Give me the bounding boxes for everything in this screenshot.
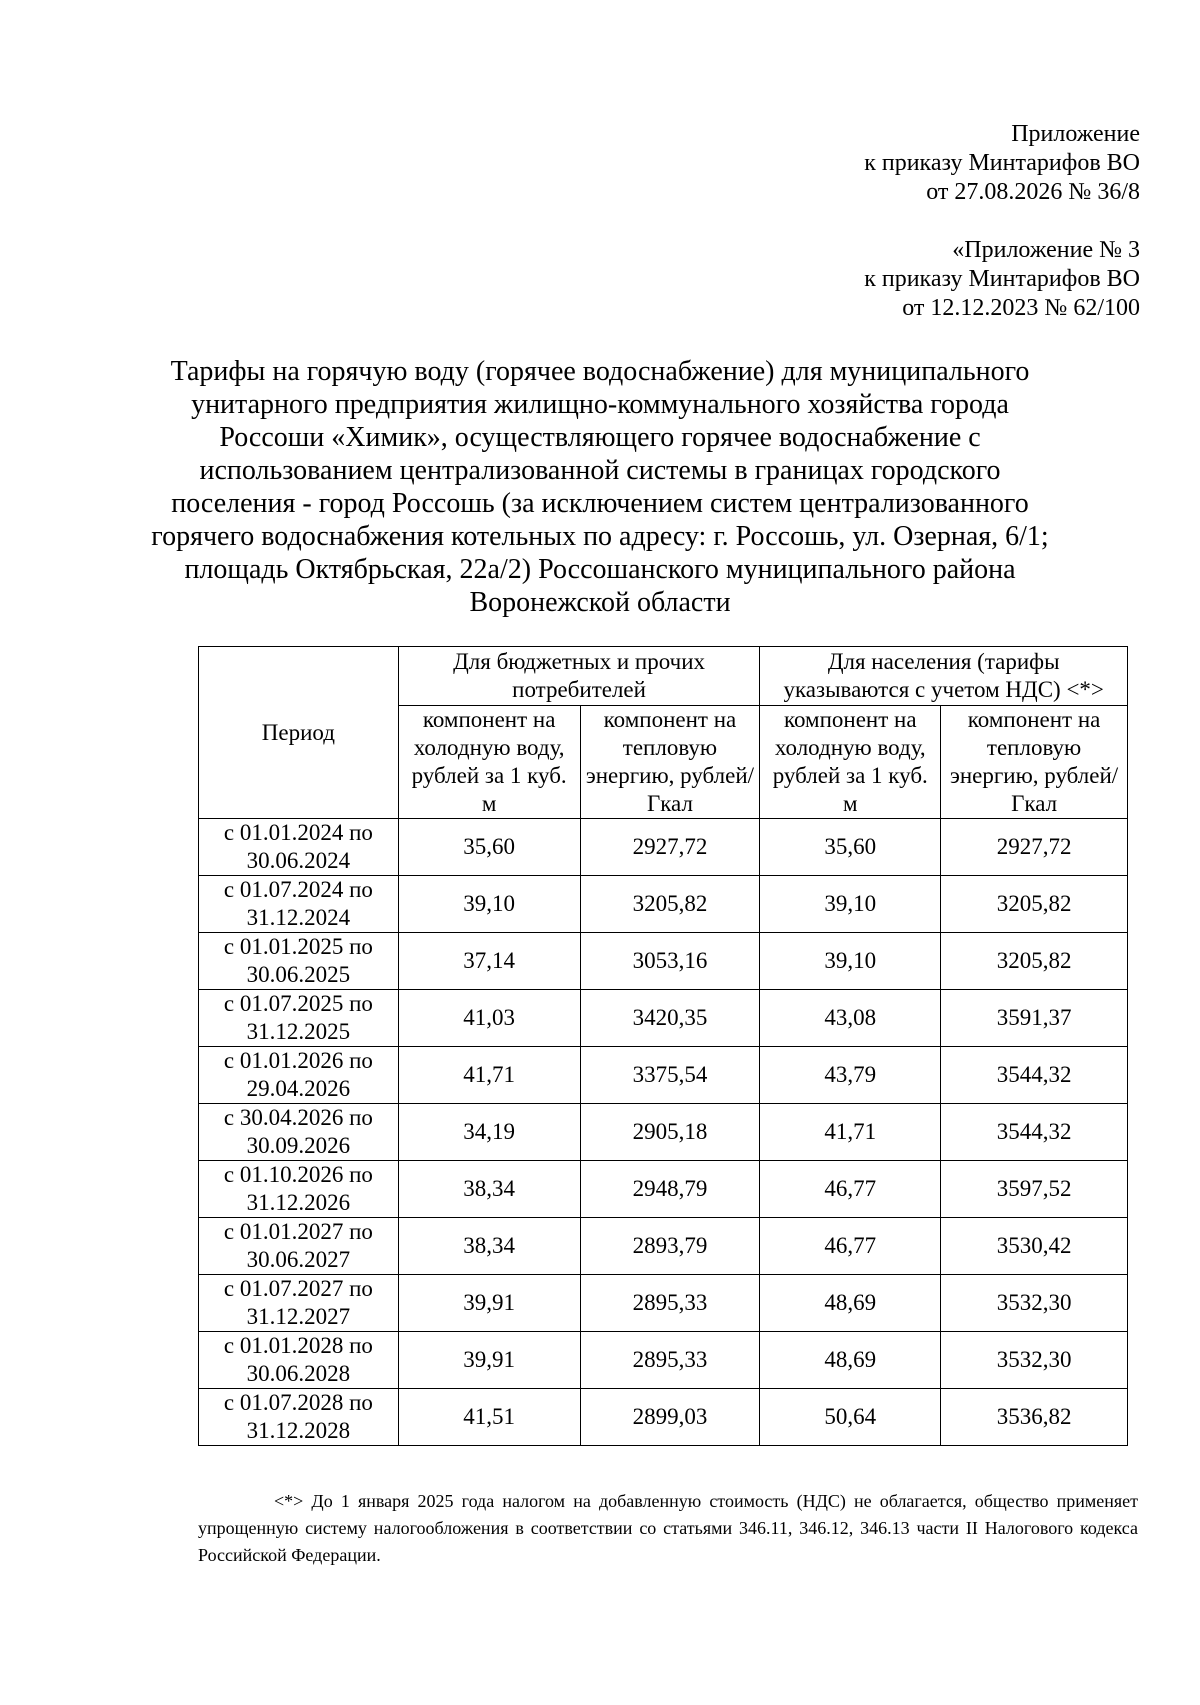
period-line: с 01.07.2025 по: [223, 991, 373, 1016]
table-row: [199, 933, 1128, 990]
footnote: <*> До 1 января 2025 года налогом на добавленную стоимость (НДС) не облагается, общество применяет упрощенную систему налогообложения в соответствии со статьями 346.11, 346.12, 346.13 части II Налогового кодекса Российской Федерации.: [198, 1491, 1138, 1565]
original-appendix-header: [864, 236, 1140, 323]
thermal-energy-budget-cell: 3205,82: [580, 876, 760, 933]
tariff-table-body: [199, 819, 1128, 1446]
appendix-header: [864, 120, 1140, 207]
cold-water-budget-cell: 34,19: [398, 1104, 580, 1161]
table-row: [199, 876, 1128, 933]
cold-water-population-cell: 50,64: [760, 1389, 941, 1446]
cold-water-budget-cell: 39,10: [398, 876, 580, 933]
period-line: с 01.07.2028 по: [223, 1390, 373, 1415]
table-row: [199, 1104, 1128, 1161]
period-cell: [199, 1047, 399, 1104]
cold-water-budget-cell: 35,60: [398, 819, 580, 876]
thermal-energy-budget-cell: 2895,33: [580, 1275, 760, 1332]
cold-water-population-cell: 48,69: [760, 1332, 941, 1389]
table-row: [199, 990, 1128, 1047]
period-line: с 01.01.2028 по: [223, 1333, 373, 1358]
population-header: Для населения (тарифы указываются с учетом НДС) <*>: [760, 647, 1128, 706]
title-line: использованием централизованной системы в границах городского: [199, 455, 1001, 486]
period-cell: [199, 1389, 399, 1446]
cold-water-population-cell: 39,10: [760, 876, 941, 933]
period-line: с 01.01.2027 по: [223, 1219, 373, 1244]
period-line: с 01.01.2024 по: [223, 820, 373, 845]
table-row: [199, 819, 1128, 876]
period-line: 30.06.2025: [246, 962, 351, 987]
cold-water-budget-cell: 41,51: [398, 1389, 580, 1446]
table-row: [199, 1332, 1128, 1389]
budget-consumers-header: Для бюджетных и прочих потребителей: [398, 647, 760, 706]
period-line: с 01.07.2024 по: [223, 877, 373, 902]
period-cell: [199, 990, 399, 1047]
cold-water-population-cell: 48,69: [760, 1275, 941, 1332]
subheader-cold-water-budget: компонент на холодную воду, рублей за 1 куб. м: [398, 706, 580, 819]
thermal-energy-population-cell: 3544,32: [941, 1047, 1128, 1104]
thermal-energy-population-cell: 3591,37: [941, 990, 1128, 1047]
subheader-thermal-energy-budget: компонент на тепловую энергию, рублей/Гкал: [580, 706, 760, 819]
title-line: Россоши «Химик», осуществляющего горячее водоснабжение с: [219, 422, 981, 453]
appendix-header-line: Приложение: [1011, 121, 1140, 147]
thermal-energy-budget-cell: 2948,79: [580, 1161, 760, 1218]
tariff-table: [198, 646, 1128, 1446]
table-row: [199, 1161, 1128, 1218]
period-cell: [199, 819, 399, 876]
thermal-energy-budget-cell: 2895,33: [580, 1332, 760, 1389]
table-row: [199, 1218, 1128, 1275]
thermal-energy-budget-cell: 2893,79: [580, 1218, 760, 1275]
thermal-energy-budget-cell: 3375,54: [580, 1047, 760, 1104]
cold-water-population-cell: 35,60: [760, 819, 941, 876]
cold-water-population-cell: 46,77: [760, 1218, 941, 1275]
period-line: с 01.07.2027 по: [223, 1276, 373, 1301]
period-header: Период: [199, 647, 399, 819]
period-line: с 30.04.2026 по: [223, 1105, 373, 1130]
period-line: 31.12.2025: [246, 1019, 351, 1044]
subheader-thermal-energy-population: компонент на тепловую энергию, рублей/Гкал: [941, 706, 1128, 819]
cold-water-budget-cell: 39,91: [398, 1332, 580, 1389]
period-line: с 01.10.2026 по: [223, 1162, 373, 1187]
thermal-energy-budget-cell: 2899,03: [580, 1389, 760, 1446]
cold-water-budget-cell: 38,34: [398, 1161, 580, 1218]
period-line: с 01.01.2026 по: [223, 1048, 373, 1073]
cold-water-budget-cell: 41,71: [398, 1047, 580, 1104]
period-line: 30.06.2027: [246, 1247, 351, 1272]
period-line: 30.06.2024: [246, 848, 351, 873]
appendix-header-line: от 27.08.2026 № 36/8: [926, 179, 1140, 205]
period-line: 29.04.2026: [246, 1076, 351, 1101]
period-cell: [199, 1161, 399, 1218]
document-title: [150, 355, 1050, 619]
thermal-energy-population-cell: 3536,82: [941, 1389, 1128, 1446]
table-row: [199, 1389, 1128, 1446]
title-line: площадь Октябрьская, 22а/2) Россошанского муниципального района: [184, 554, 1016, 585]
period-line: с 01.01.2025 по: [223, 934, 373, 959]
thermal-energy-budget-cell: 2905,18: [580, 1104, 760, 1161]
thermal-energy-population-cell: 3532,30: [941, 1332, 1128, 1389]
thermal-energy-population-cell: 3205,82: [941, 876, 1128, 933]
cold-water-budget-cell: 39,91: [398, 1275, 580, 1332]
cold-water-population-cell: 41,71: [760, 1104, 941, 1161]
thermal-energy-budget-cell: 3053,16: [580, 933, 760, 990]
title-line: горячего водоснабжения котельных по адресу: г. Россошь, ул. Озерная, 6/1;: [151, 521, 1049, 552]
period-line: 31.12.2026: [246, 1190, 351, 1215]
thermal-energy-population-cell: 3597,52: [941, 1161, 1128, 1218]
thermal-energy-population-cell: 3205,82: [941, 933, 1128, 990]
period-cell: [199, 1275, 399, 1332]
cold-water-population-cell: 39,10: [760, 933, 941, 990]
cold-water-population-cell: 43,79: [760, 1047, 941, 1104]
thermal-energy-population-cell: 3544,32: [941, 1104, 1128, 1161]
table-row: [199, 1275, 1128, 1332]
title-line: унитарного предприятия жилищно-коммунального хозяйства города: [191, 389, 1009, 420]
original-appendix-header-line: от 12.12.2023 № 62/100: [902, 295, 1140, 321]
table-row: [199, 1047, 1128, 1104]
original-appendix-header-line: «Приложение № 3: [952, 237, 1140, 263]
cold-water-budget-cell: 41,03: [398, 990, 580, 1047]
period-line: 31.12.2024: [246, 905, 351, 930]
period-cell: [199, 933, 399, 990]
cold-water-budget-cell: 37,14: [398, 933, 580, 990]
title-line: поселения - город Россошь (за исключением систем централизованного: [171, 488, 1029, 519]
title-line: Воронежской области: [469, 587, 731, 618]
thermal-energy-population-cell: 3532,30: [941, 1275, 1128, 1332]
subheader-cold-water-population: компонент на холодную воду, рублей за 1 куб. м: [760, 706, 941, 819]
thermal-energy-population-cell: 2927,72: [941, 819, 1128, 876]
period-line: 31.12.2028: [246, 1418, 351, 1443]
thermal-energy-population-cell: 3530,42: [941, 1218, 1128, 1275]
cold-water-budget-cell: 38,34: [398, 1218, 580, 1275]
title-line: Тарифы на горячую воду (горячее водоснабжение) для муниципального: [170, 356, 1030, 387]
period-line: 30.09.2026: [246, 1133, 351, 1158]
period-cell: [199, 1218, 399, 1275]
cold-water-population-cell: 46,77: [760, 1161, 941, 1218]
thermal-energy-budget-cell: 3420,35: [580, 990, 760, 1047]
period-cell: [199, 876, 399, 933]
period-cell: [199, 1332, 399, 1389]
period-line: 31.12.2027: [246, 1304, 351, 1329]
period-cell: [199, 1104, 399, 1161]
cold-water-population-cell: 43,08: [760, 990, 941, 1047]
thermal-energy-budget-cell: 2927,72: [580, 819, 760, 876]
period-line: 30.06.2028: [246, 1361, 351, 1386]
original-appendix-header-line: к приказу Минтарифов ВО: [864, 266, 1140, 292]
appendix-header-line: к приказу Минтарифов ВО: [864, 150, 1140, 176]
